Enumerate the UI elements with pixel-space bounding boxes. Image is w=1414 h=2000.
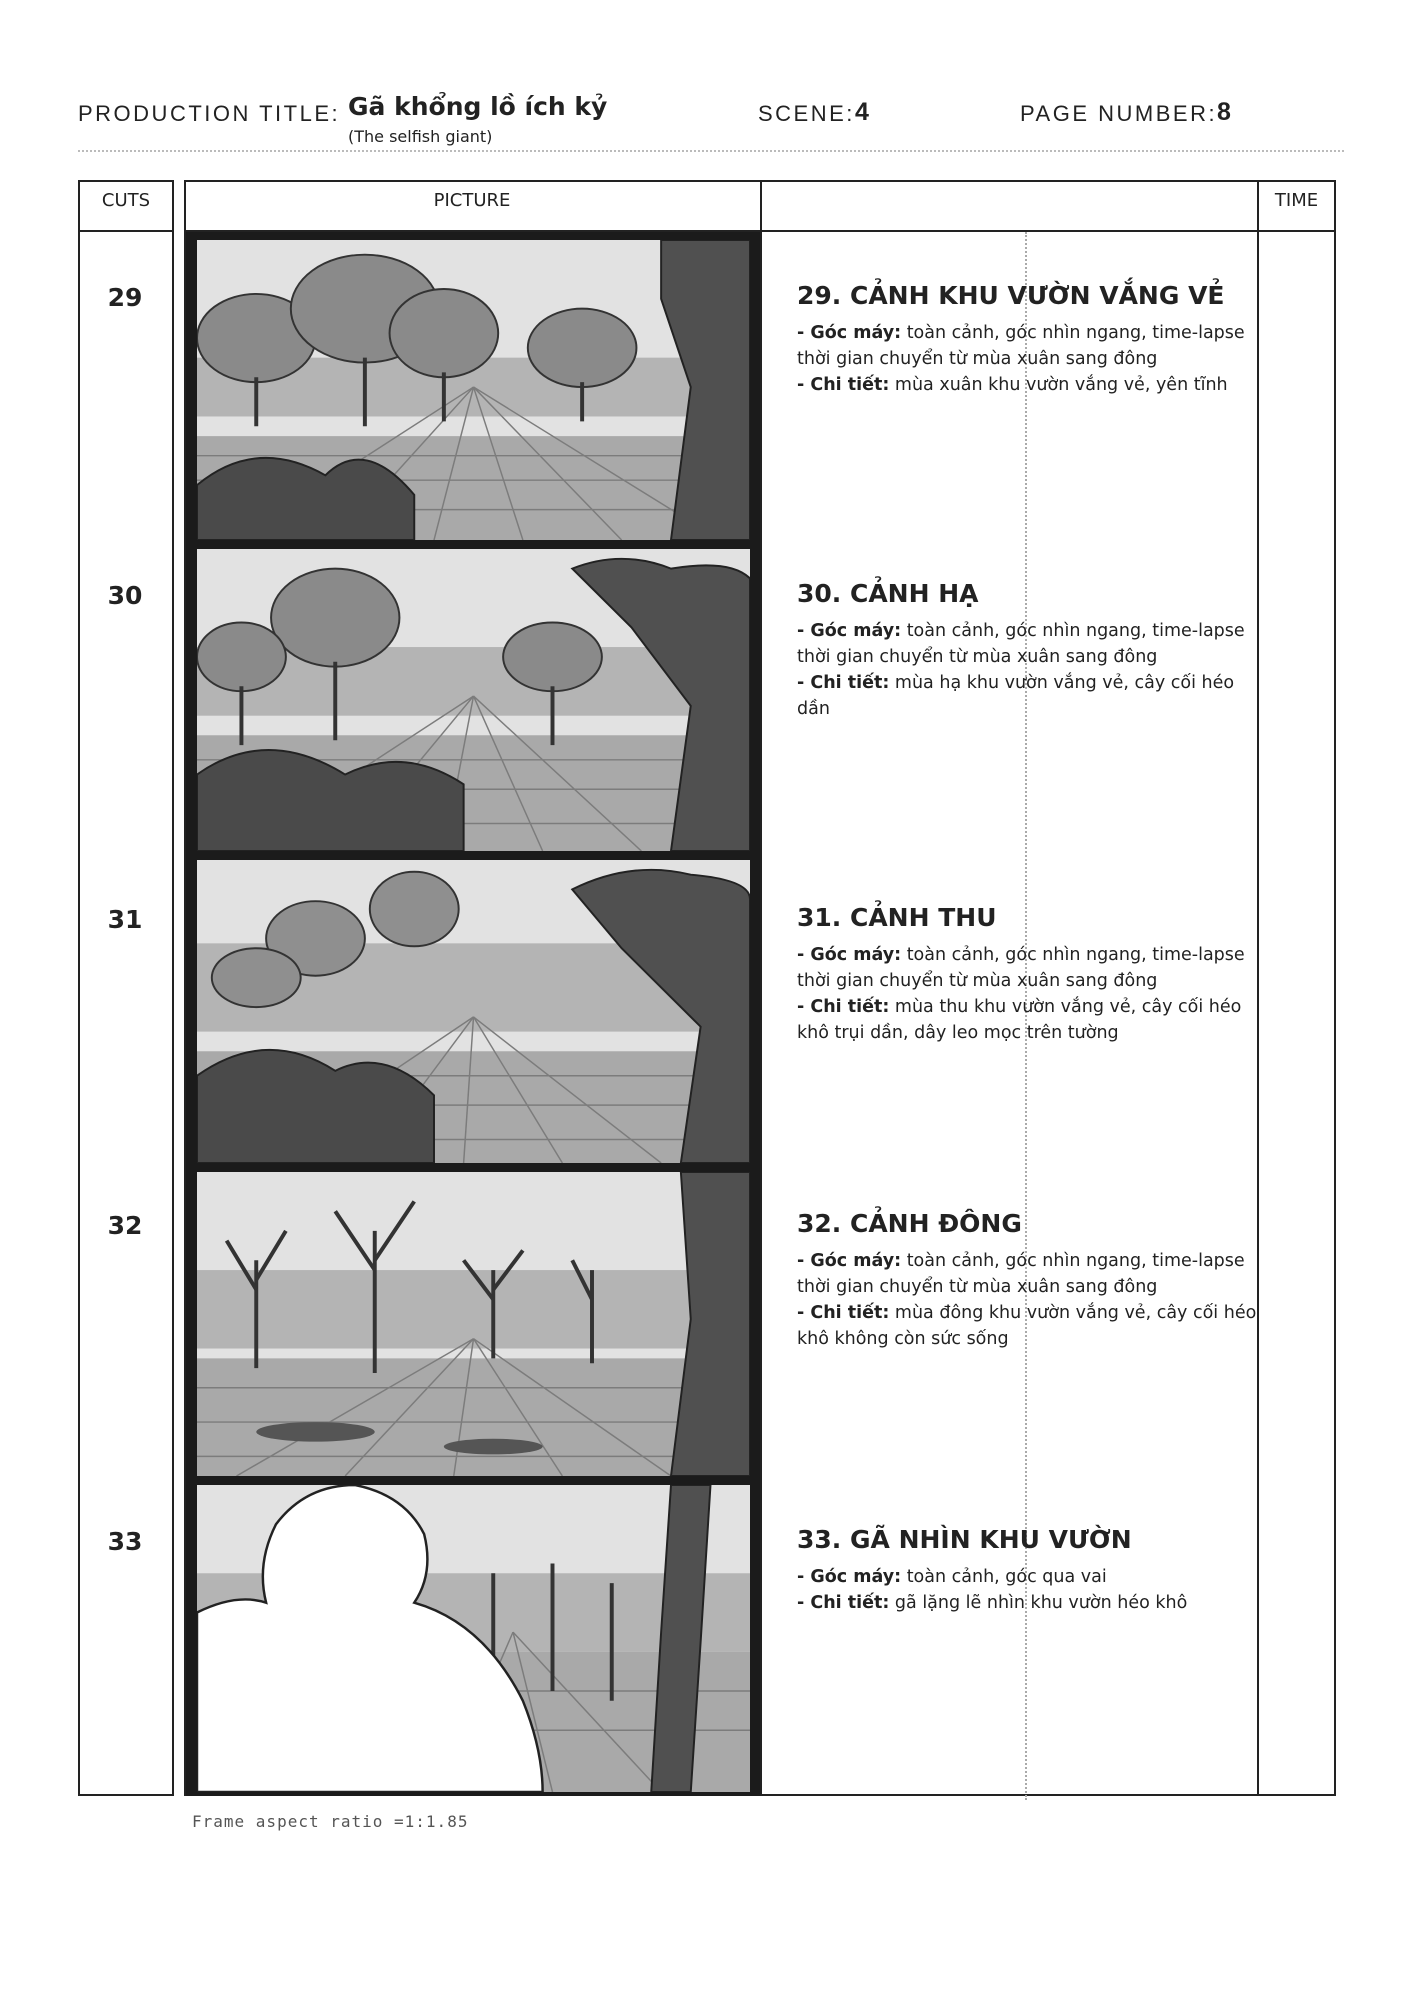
- cut-number: 29: [107, 283, 143, 312]
- cut-number: 31: [107, 905, 143, 934]
- col-header-time: TIME: [1274, 190, 1319, 211]
- desc-label: - Góc máy:: [797, 323, 902, 343]
- desc-text: toàn cảnh, góc nhìn ngang, time-lapse: [901, 323, 1245, 343]
- desc-text: khô không còn sức sống: [797, 1329, 1009, 1349]
- desc-label: - Chi tiết:: [797, 997, 890, 1017]
- desc-line: [797, 942, 1257, 968]
- cut-30-description: [797, 579, 1257, 722]
- desc-text: thời gian chuyển từ mùa xuân sang đông: [797, 1277, 1158, 1297]
- page-number-value: 8: [1217, 98, 1231, 126]
- desc-line: [797, 968, 1257, 994]
- desc-line: [797, 696, 1257, 722]
- cut-title: 30. CẢNH HẠ: [797, 579, 979, 608]
- desc-text: mùa đông khu vườn vắng vẻ, cây cối héo: [889, 1303, 1257, 1323]
- desc-label: - Chi tiết:: [797, 375, 890, 395]
- desc-text: mùa xuân khu vườn vắng vẻ, yên tĩnh: [889, 375, 1228, 395]
- production-title-en: (The selfish giant): [348, 127, 493, 146]
- desc-text: thời gian chuyển từ mùa xuân sang đông: [797, 647, 1158, 667]
- panel-32-winter-garden: [194, 1169, 753, 1479]
- header-divider: [78, 150, 1344, 152]
- desc-label: - Chi tiết:: [797, 1303, 890, 1323]
- panel-33-giant-over-shoulder: [194, 1482, 753, 1795]
- desc-line: [797, 1274, 1257, 1300]
- desc-text: thời gian chuyển từ mùa xuân sang đông: [797, 349, 1158, 369]
- col-header-cuts: CUTS: [101, 190, 151, 211]
- cut-number: 32: [107, 1211, 143, 1240]
- desc-text: toàn cảnh, góc qua vai: [901, 1567, 1107, 1587]
- panel-29-spring-garden: [194, 237, 753, 543]
- desc-label: - Chi tiết:: [797, 673, 890, 693]
- cut-29-description: [797, 281, 1257, 398]
- cut-title: 32. CẢNH ĐÔNG: [797, 1209, 1022, 1238]
- cut-title: 33. GÃ NHÌN KHU VƯỜN: [797, 1525, 1132, 1554]
- desc-label: - Góc máy:: [797, 1567, 902, 1587]
- desc-line: [797, 1248, 1257, 1274]
- desc-line: [797, 1020, 1257, 1046]
- picture-column-divider: [760, 180, 762, 1796]
- cut-31-description: [797, 903, 1257, 1046]
- panel-30-summer-garden: [194, 546, 753, 854]
- cuts-header-divider: [78, 230, 174, 232]
- col-header-picture: PICTURE: [433, 190, 511, 211]
- scene-label: SCENE:: [758, 101, 855, 126]
- desc-text: dần: [797, 699, 830, 719]
- desc-label: - Góc máy:: [797, 1251, 902, 1271]
- desc-line: [797, 1590, 1257, 1616]
- scene-value: 4: [855, 98, 869, 126]
- page-number-label: PAGE NUMBER:: [1020, 101, 1218, 126]
- desc-line: [797, 320, 1257, 346]
- cut-number: 33: [107, 1527, 143, 1556]
- desc-line: [797, 1564, 1257, 1590]
- desc-line: [797, 1326, 1257, 1352]
- desc-line: [797, 1300, 1257, 1326]
- desc-text: toàn cảnh, góc nhìn ngang, time-lapse: [901, 621, 1245, 641]
- production-title-vi: Gã khổng lồ ích kỷ: [348, 92, 608, 121]
- desc-label: - Chi tiết:: [797, 1593, 890, 1613]
- frame-aspect-ratio: Frame aspect ratio =1:1.85: [192, 1812, 469, 1831]
- desc-text: mùa hạ khu vườn vắng vẻ, cây cối héo: [889, 673, 1235, 693]
- desc-text: thời gian chuyển từ mùa xuân sang đông: [797, 971, 1158, 991]
- desc-line: [797, 644, 1257, 670]
- panel-31-autumn-garden: [194, 857, 753, 1166]
- desc-line: [797, 994, 1257, 1020]
- desc-line: [797, 670, 1257, 696]
- cut-32-description: [797, 1209, 1257, 1352]
- cut-title: 31. CẢNH THU: [797, 903, 997, 932]
- desc-label: - Góc máy:: [797, 621, 902, 641]
- desc-text: toàn cảnh, góc nhìn ngang, time-lapse: [901, 945, 1245, 965]
- desc-line: [797, 346, 1257, 372]
- time-column-divider: [1257, 180, 1259, 1796]
- desc-text: mùa thu khu vườn vắng vẻ, cây cối héo: [889, 997, 1242, 1017]
- cut-title: 29. CẢNH KHU VƯỜN VẮNG VẺ: [797, 281, 1225, 310]
- desc-text: gã lặng lẽ nhìn khu vườn héo khô: [889, 1593, 1188, 1613]
- desc-label: - Góc máy:: [797, 945, 902, 965]
- cut-number: 30: [107, 581, 143, 610]
- desc-line: [797, 618, 1257, 644]
- cut-33-description: [797, 1525, 1257, 1616]
- desc-line: [797, 372, 1257, 398]
- desc-text: toàn cảnh, góc nhìn ngang, time-lapse: [901, 1251, 1245, 1271]
- desc-text: khô trụi dần, dây leo mọc trên tường: [797, 1023, 1119, 1043]
- production-title-label: PRODUCTION TITLE:: [78, 101, 341, 126]
